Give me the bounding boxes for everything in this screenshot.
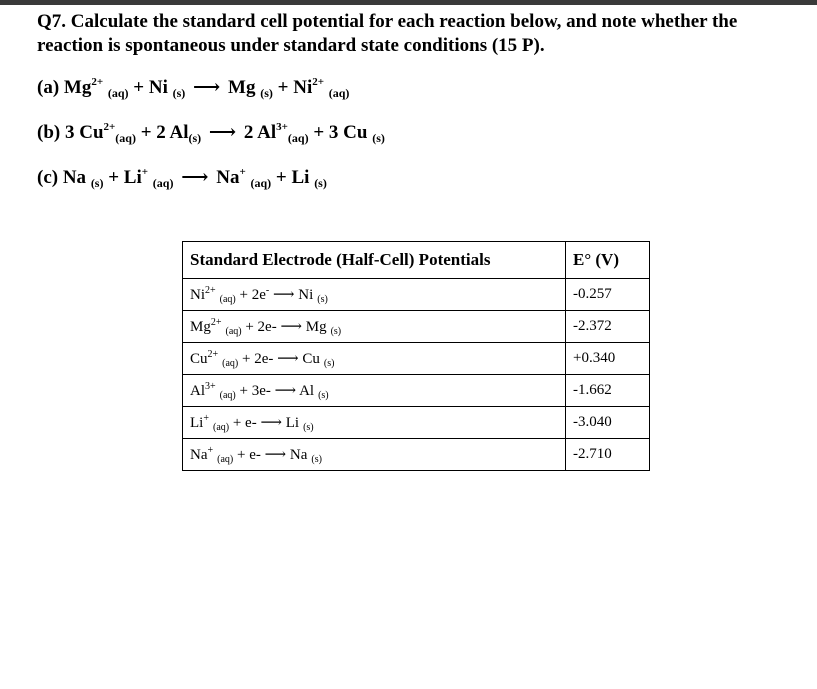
half-cell-reaction: $Li^+_{(aq)} + e-$ ⟶ Li $_{(s)}$ bbox=[183, 407, 566, 439]
question-text bbox=[37, 10, 807, 58]
half-cell-reaction: $Ni^{2+}_{(aq)} + 2e^-$ ⟶ Ni $_{(s)}$ bbox=[183, 279, 566, 311]
header-half-cell: Standard Electrode (Half-Cell) Potentials bbox=[183, 242, 566, 279]
half-cell-reaction: $Mg^{2+}_{(aq)} + 2e-$ ⟶ Mg $_{(s)}$ bbox=[183, 311, 566, 343]
table-row bbox=[183, 407, 650, 439]
table-row bbox=[183, 375, 650, 407]
header-potential: E° (V) bbox=[566, 242, 650, 279]
question-line-2: reaction is spontaneous under standard state conditions (15 P). bbox=[37, 35, 545, 56]
question-line-1: Q7. Calculate the standard cell potential for each reaction below, and note whether the bbox=[37, 11, 738, 32]
reaction-arrow: ⟶ bbox=[208, 122, 237, 143]
potential-value: -2.710 bbox=[566, 439, 650, 471]
reaction-arrow: ⟶ bbox=[181, 167, 209, 188]
potential-value: -3.040 bbox=[566, 407, 650, 439]
potential-value: -2.372 bbox=[566, 311, 650, 343]
table-row bbox=[183, 279, 650, 311]
half-cell-reaction: $Al^{3+}_{(aq)} + 3e-$ ⟶ Al $_{(s)}$ bbox=[183, 375, 566, 407]
half-cell-reaction: $Cu^{2+}_{(aq)} + 2e-$ ⟶ Cu $_{(s)}$ bbox=[183, 343, 566, 375]
reaction-b: (b) 3 $Cu^{2+}_{(aq)} + 2$ $Al_{(s)}$ ⟶ 2 $Al^{3+}_{(aq)} + 3$ Cu $_{(s)}$ bbox=[37, 121, 385, 145]
reaction-c: (c) Na $_{(s)}$ + Li+ $_{(aq)}$ ⟶ Na+ $_{(aq)}$ + Li $_{(s)}$ bbox=[37, 166, 327, 190]
table-row bbox=[183, 311, 650, 343]
top-border bbox=[0, 0, 817, 5]
potentials-table bbox=[182, 241, 650, 471]
reaction-arrow: ⟶ bbox=[193, 77, 221, 98]
table-row bbox=[183, 343, 650, 375]
potential-value: +0.340 bbox=[566, 343, 650, 375]
potential-value: -1.662 bbox=[566, 375, 650, 407]
table-row bbox=[183, 439, 650, 471]
table-header-row bbox=[183, 242, 650, 279]
reaction-a: (a) $Mg^{2+}$ $_{(aq)}$ + Ni $_{(s)}$ ⟶ Mg $_{(s)} + Ni^{2+}$ $_{(aq)}$ bbox=[37, 76, 350, 100]
half-cell-reaction: $Na^+_{(aq)} + e-$ ⟶ Na $_{(s)}$ bbox=[183, 439, 566, 471]
potential-value: -0.257 bbox=[566, 279, 650, 311]
